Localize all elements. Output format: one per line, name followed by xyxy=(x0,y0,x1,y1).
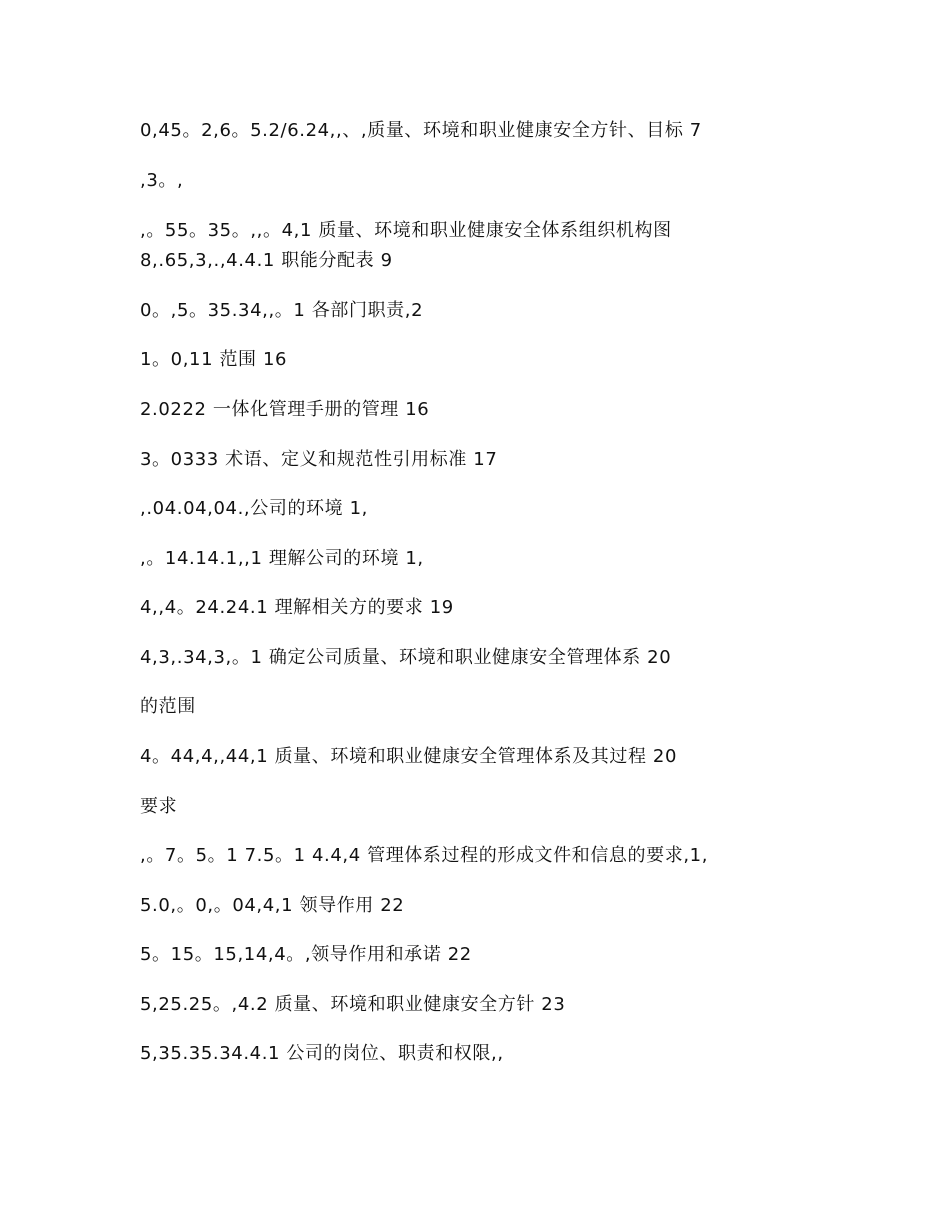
toc-line: 4,3,.34,3,。1 确定公司质量、环境和职业健康安全管理体系 20 xyxy=(140,647,672,668)
toc-line: ,。14.14.1,,1 理解公司的环境 1, xyxy=(140,548,424,569)
toc-line: ,3。, xyxy=(140,170,184,191)
toc-line: 1。0,11 范围 16 xyxy=(140,349,288,370)
toc-line: 0,45。2,6。5.2/6.24,,、,质量、环境和职业健康安全方针、目标 7 xyxy=(140,120,702,141)
toc-line: 4。44,4,,44,1 质量、环境和职业健康安全管理体系及其过程 20 xyxy=(140,746,677,767)
toc-line: 0。,5。35.34,,。1 各部门职责,2 xyxy=(140,300,424,321)
toc-line: 5.0,。0,。04,4,1 领导作用 22 xyxy=(140,895,405,916)
toc-line: 5,25.25。,4.2 质量、环境和职业健康安全方针 23 xyxy=(140,994,566,1015)
toc-line: ,.04.04,04.,公司的环境 1, xyxy=(140,498,368,519)
toc-line: 要求 xyxy=(140,796,178,817)
toc-line: 8,.65,3,.,4.4.1 职能分配表 9 xyxy=(140,250,393,271)
toc-line: 5,35.35.34.4.1 公司的岗位、职责和权限,, xyxy=(140,1043,504,1064)
toc-line: 的范围 xyxy=(140,696,196,717)
toc-line: ,。7。5。1 7.5。1 4.4,4 管理体系过程的形成文件和信息的要求,1, xyxy=(140,845,709,866)
toc-line: 3。0333 术语、定义和规范性引用标准 17 xyxy=(140,449,498,470)
toc-line: 5。15。15,14,4。,领导作用和承诺 22 xyxy=(140,944,472,965)
toc-line: 4,,4。24.24.1 理解相关方的要求 19 xyxy=(140,597,454,618)
toc-line: ,。55。35。,,。4,1 质量、环境和职业健康安全体系组织机构图 xyxy=(140,220,672,241)
toc-line: 2.0222 一体化管理手册的管理 16 xyxy=(140,399,430,420)
